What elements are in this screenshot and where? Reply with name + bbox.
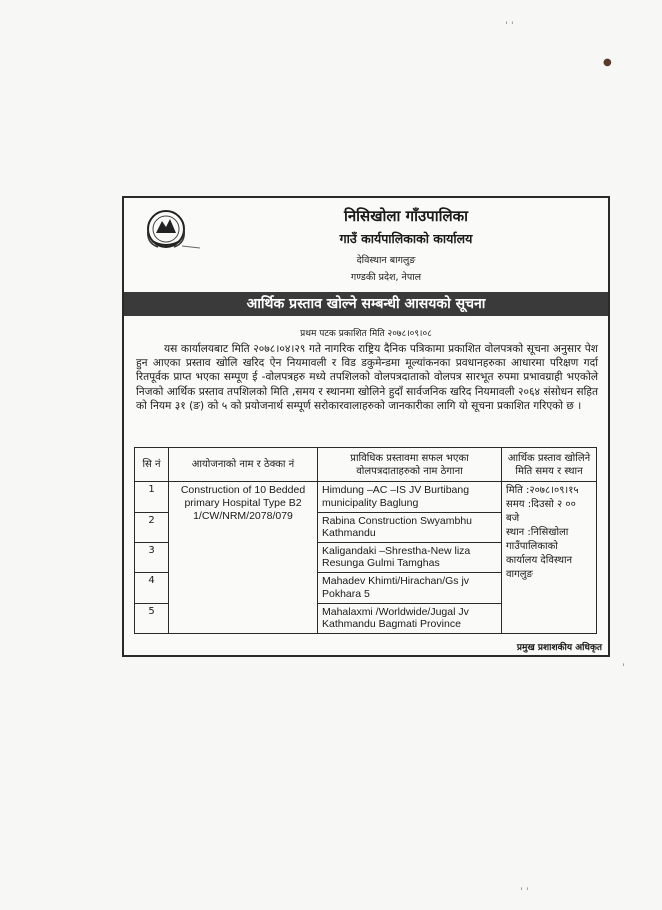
table-header-row bbox=[135, 448, 597, 482]
header-sn: सि नं bbox=[135, 448, 169, 482]
bidder-name: Mahalaxmi /Worldwide/Jugal Jv Kathmandu Bagmati Province bbox=[318, 603, 502, 633]
publication-date: प्रथम पटक प्रकाशित मिति २०७८।०९।०८ bbox=[300, 329, 432, 339]
row-sn: 3 bbox=[135, 542, 169, 572]
office-title: गाउँ कार्यपालिकाको कार्यालय bbox=[339, 231, 473, 246]
opening-date: मिति :२०७८।०९।१५ bbox=[506, 485, 579, 497]
scan-speck: ˈ ˈ bbox=[520, 887, 529, 898]
opening-schedule bbox=[502, 482, 597, 634]
office-province: गण्डकी प्रदेश, नेपाल bbox=[350, 272, 422, 283]
scan-speck: ● bbox=[603, 57, 612, 68]
table-row bbox=[135, 482, 597, 512]
bidder-name: Himdung –AC –IS JV Burtibang municipality Baglung bbox=[318, 482, 502, 512]
row-sn: 4 bbox=[135, 573, 169, 603]
opening-time: समय :दिउसो २ ०० बजे bbox=[506, 499, 576, 525]
header-project: आयोजनाको नाम र ठेक्का नं bbox=[169, 448, 318, 482]
bidder-name: Rabina Construction Swyambhu Kathmandu bbox=[318, 512, 502, 542]
notice-body: यस कार्यालयबाट मिति २०७८।०४।२९ गते नागरिक राष्ट्रिय दैनिक पत्रिकामा प्रकाशित वोलपत्रको सूचना अनुसार पेश हुन आएका प्रस्ताव खोलि खरिद ऐन नियमावली र विड डकुमेन्डमा मूल्यांकनका प्रवधानहरुका आधारमा परिक्षण गर्दा रितपूर्वक प्राप्त भएका सम्पूण ई -वोलपत्रहरु मध्ये तपशिलको वोलपत्रदाताको वोलपत्र सारभूत रुपमा प्रभावग्राही भएकोले निजको आर्थिक प्रस्ताव तपशिलको मिति ,समय र स्थानमा खोलिने हुदाँ सार्वजनिक खरिद नियमावली २०६४ संसोधन सहित को नियम ३१ (ङ) को ५ को प्रयोजनार्थ सम्पूर्ण सरोकारवालाहरुको जानकारीका लागि यो सूचना प्रकाशित गरिएको छ । bbox=[136, 343, 598, 412]
bid-opening-table bbox=[134, 447, 597, 634]
scan-speck: ˈ bbox=[622, 663, 625, 674]
municipality-name: निसिखोला गाँउपालिका bbox=[343, 207, 469, 225]
notice-title: आर्थिक प्रस्ताव खोल्ने सम्बन्धी आसयको सूचना bbox=[124, 292, 608, 316]
header-schedule: आर्थिक प्रस्ताव खोलिने मिति समय र स्थान bbox=[502, 448, 597, 482]
bidder-name: Kaligandaki –Shrestha-New liza Resunga Gulmi Tamghas bbox=[318, 542, 502, 572]
row-sn: 2 bbox=[135, 512, 169, 542]
public-notice bbox=[122, 196, 610, 657]
opening-place: स्थान :निसिखोला गाउँपालिकाको कार्यालय देविस्थान वागलुङ bbox=[506, 527, 573, 581]
row-sn: 5 bbox=[135, 603, 169, 633]
bidder-name: Mahadev Khimti/Hirachan/Gs jv Pokhara 5 bbox=[318, 573, 502, 603]
row-sn: 1 bbox=[135, 482, 169, 512]
project-name: Construction of 10 Bedded primary Hospital Type B2 1/CW/NRM/2078/079 bbox=[169, 482, 318, 634]
office-location: देविस्थान बागलुङ bbox=[356, 255, 416, 266]
header-bidders: प्राविधिक प्रस्तावमा सफल भएका वोलपत्रदाताहरुको नाम ठेगाना bbox=[318, 448, 502, 482]
scan-speck: ˈ ˈ bbox=[505, 21, 514, 32]
signatory-title: प्रमुख प्रशाशकीय अधिकृत bbox=[516, 643, 602, 653]
